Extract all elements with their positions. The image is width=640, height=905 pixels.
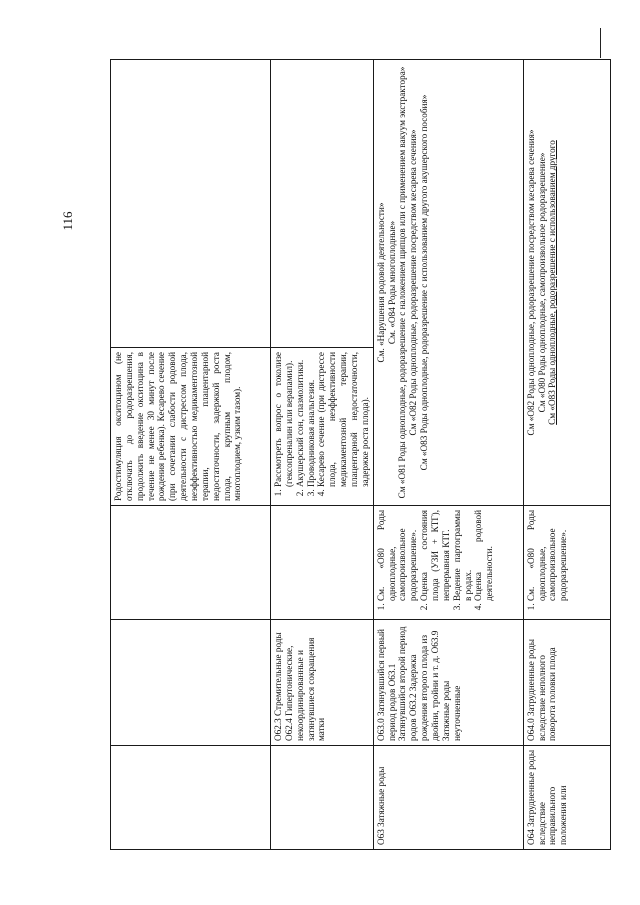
reference-line: См «О82 Роды одноплодные, родоразрешение посредством кесарева сечения» — [525, 129, 536, 436]
treatment-text: Родостимуляция окситоцином (не отключать до родоразрешения, продолжить введение окситоцина в течение не менее 30 минут после рождения ребенка). Кесарево сечение (при сочетании слабости родовой деятельности с дистрессом плода, неэффективностью медикаментозной терапии, плацентарной недостаточности, задержкой роста плода, крупным плодом, многоплодием, узким тазом). — [113, 352, 243, 501]
list-item: 1. См. «О80 Роды одноплодные, самопроизвольное родоразрешение». — [376, 510, 419, 601]
cell-diagnosis — [271, 746, 374, 850]
treatment-list — [273, 352, 371, 501]
reference-line: См «О83 Роды одноплодные, родоразрешение с использованием другого акушерского пособия» — [419, 94, 430, 471]
cell-subcodes — [111, 620, 271, 746]
reference-line: См. «О84 Роды многоплодные» — [386, 220, 397, 345]
list-item: 3. Проводниковая анальгезия. — [306, 352, 317, 487]
diagnostics-list — [376, 510, 495, 615]
list-item: 3. Ведение партограммы в родах. — [452, 510, 474, 601]
list-item: 1. Рассмотреть вопрос о токолизе (гексопреналин или верапамил). — [273, 352, 295, 487]
cell-subcodes — [373, 620, 523, 746]
diagnosis-text: О64 Затрудненные роды вследствие неправильного положения или — [525, 750, 569, 845]
reference-line: См «О81 Роды одноплодные, родоразрешение с наложением щипцов или с применением вакуум экстрактора» — [397, 66, 408, 499]
treatment-references — [526, 64, 559, 501]
table-row — [111, 60, 271, 850]
clinical-protocol-table — [110, 59, 611, 850]
subcodes-text: О62.3 Стремительные роды О62.4 Гипертонические, некоординированные и затянувшиеся сокращения матки — [273, 632, 327, 741]
cell-treatment — [271, 348, 374, 506]
cell-notes — [271, 60, 374, 348]
list-item: 4. Оценка родовой деятельности. — [473, 510, 495, 601]
subcodes-text: О63.0 Затянувшийся первый период родов О63.1 Затянувшийся второй период родов О63.2 Задержка рождения второго плода из двойни, тройни и т. д. О63.9 Затяжные роды неуточненные — [375, 626, 462, 741]
cell-subcodes — [271, 620, 374, 746]
cell-diagnostics — [271, 506, 374, 620]
page-number: 116 — [60, 211, 75, 231]
cell-diagnostics — [373, 506, 523, 620]
cell-notes — [111, 60, 271, 348]
list-item: 2. Оценка состояния плода (УЗИ + КТГ), непрерывная КТГ. — [419, 510, 452, 601]
rotated-table-container — [110, 60, 602, 850]
treatment-references — [376, 64, 430, 501]
diagnostics-list — [526, 510, 569, 615]
cell-treatment — [373, 60, 523, 506]
table-row — [271, 60, 374, 850]
reference-line: См «О83 Роды одноплодные, родоразрешение с использованием другого — [547, 140, 558, 425]
cell-diagnosis — [373, 746, 523, 850]
cell-diagnosis — [523, 746, 610, 850]
cell-treatment — [523, 60, 610, 506]
cell-treatment — [111, 348, 271, 506]
diagnosis-text: О63 Затяжные роды — [375, 766, 386, 845]
cell-diagnosis — [111, 746, 271, 850]
reference-line: См «О80 Роды одноплодные, самопроизвольное родоразрешение» — [536, 152, 547, 413]
list-item: 2. Акушерский сон, спазмолитики. — [295, 352, 306, 487]
subcodes-text: О64.0 Затрудненные роды вследствие неполного поворота головки плода — [525, 639, 558, 741]
reference-line: См. «Нарушения родовой деятельности» — [375, 202, 386, 363]
list-item: 4. Кесарево сечение (при дистрессе плода, неэффективности медикаментозной терапии, плацентарной недостаточности, задержке роста плода). — [316, 352, 370, 487]
reference-line: См «О82 Роды одноплодные, родоразрешение посредством кесарева сечения» — [408, 129, 419, 436]
list-item: 1. См. «О80 Роды одноплодные, самопроизвольное родоразрешение». — [526, 510, 569, 601]
cell-subcodes — [523, 620, 610, 746]
table-row — [523, 60, 610, 850]
cell-diagnostics — [523, 506, 610, 620]
table-row — [373, 60, 523, 850]
cell-diagnostics — [111, 506, 271, 620]
margin-mark — [600, 28, 601, 58]
